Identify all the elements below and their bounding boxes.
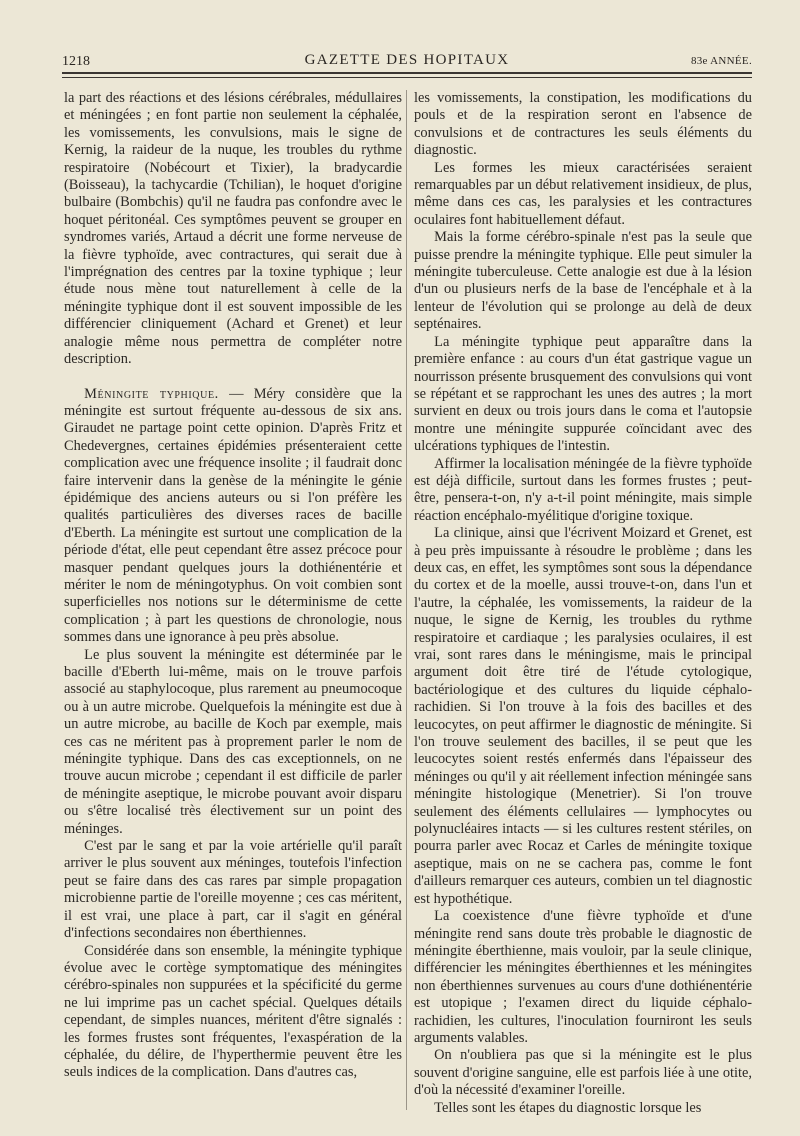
paragraph: Mais la forme cérébro-spinale n'est pas la seule que puisse prendre la méningite typhique. Elle peut simuler la méningite tuberculeuse. Cette analogie est due à la lésion d'un ou plusieurs nerfs de la base de l'encéphale et à la lenteur de l'évolution qui se prolonge au delà de deux septénaires. — [414, 229, 752, 333]
paragraph: Affirmer la localisation méningée de la fièvre typhoïde est déjà difficile, surtout dans les formes frustes ; peut-être, pensera-t-on, n'y a-t-il point méningite, mais simple réaction encéphalo-myélitique d'origine toxique. — [414, 455, 752, 524]
paragraph: Les formes les mieux caractérisées seraient remarquables par un début relativement insidieux, de plus, même dans ces cas, les paralysies et les contractures oculaires font habituellement défaut. — [414, 159, 752, 228]
volume-year: 83e ANNÉE. — [690, 55, 752, 67]
page-number: 1218 — [62, 54, 90, 69]
paragraph: C'est par le sang et par la voie artérielle qu'il paraît arriver le plus souvent aux méninges, toutefois l'infection peut se faire dans des cas rares par simple propagation microbienne partie de l'oreille moyenne ; ces cas méritent, il est vrai, une place à part, car il s'agit en général d'infections secondaires non éberthiennes. — [64, 838, 402, 942]
paragraph: la part des réactions et des lésions cérébrales, médullaires et méningées ; en font partie non seulement la céphalée, les vomissements, les convulsions, mais le signe de Kernig, la raideur de la nuque, les troubles du rythme respiratoire (Nobécourt et Tixier), la bradycardie (Boisseau), la tachycardie (Tchilian), le hoquet d'origine bulbaire (Bombchis) qu'il ne faudra pas confondre avec le hoquet péritonéal. Ces symptômes peuvent se grouper en syndromes variés, Artaud a décrit une forme nerveuse de la fièvre typhoïde, avec contractures, qui serait due à l'imprégnation des centres par la toxine typhique ; leur étude nous mène tout naturellement à celle de la méningite typhique dont il est souvent impossible de les différencier cliniquement (Achard et Grenet) et leur analogie même nous permettra de compléter notre description. — [64, 90, 402, 368]
header-rule-thick — [62, 72, 752, 74]
column-divider — [406, 90, 407, 1110]
paragraph: Le plus souvent la méningite est déterminée par le bacille d'Eberth lui-même, mais on le trouve parfois associé au staphylocoque, plus rarement au pneumocoque ou à un autre microbe. Quelquefois la méningite est due à un autre microbe, au bacille de Koch par exemple, mais ces cas ne méritent pas à proprement parler le nom de méningite typhique. Dans des cas exceptionnels, on ne trouve aucun microbe ; cependant il est difficile de parler de méningite aseptique, le microbe pouvant avoir disparu ou s'être localisé très électivement sur un point des méninges. — [64, 646, 402, 837]
paragraph: On n'oubliera pas que si la méningite est le plus souvent d'origine sanguine, elle est parfois liée à une otite, d'où la nécessité d'examiner l'oreille. — [414, 1047, 752, 1099]
section-paragraph — [64, 386, 402, 647]
page-header — [62, 44, 752, 70]
right-column — [414, 90, 752, 1117]
paragraph: La clinique, ainsi que l'écrivent Moizard et Grenet, est à peu près impuissante à résoudre le problème ; dans les deux cas, en effet, les symptômes sont sous la dépendance du cortex et de la moelle, aussi trouve-t-on, dans l'un et l'autre, la céphalée, les vomissements, la raideur de la nuque, le signe de Kernig, les troubles du rythme respiratoire et cardiaque ; les paralysies oculaires, il est vrai, sont rares dans le méningisme, mais le principal argument doit être tiré de l'étude cytologique, bactériologique et des cultures du liquide céphalo-rachidien. Si l'on trouve à la fois des bacilles et des leucocytes, on peut affirmer le diagnostic de méningite. Si l'on trouve seulement des bacilles, il se peut que les leucocytes soient restés enfermés dans l'épaisseur des méninges ou qu'il y ait réellement infection méningée sans méningite histologique (Menetrier). Si l'on trouve seulement des éléments cellulaires — lymphocytes ou polynucléaires intacts — si les cultures restent stériles, on pourra parler avec Rocaz et Carles de méningite toxique aseptique, mais on ne se cachera pas, comme le font d'ailleurs remarquer ces auteurs, combien un tel diagnostic est hypothétique. — [414, 525, 752, 907]
section-text: — Méry considère que la méningite est surtout fréquente au-dessous de six ans. Giraudet ne partage point cette opinion. D'après Fritz et Chedevergnes, certaines épidémies présenteraient cette complication avec une fréquence insolite ; il faudrait donc faire intervenir dans la genèse de la méningite le génie épidémique des anciens auteurs ou si l'on préfère les qualités particulières des diverses races de bacille d'Eberth. La méningite est surtout une complication de la période d'état, elle peut cependant être assez précoce pour masquer pendant quelques jours la dothiénentérie et mériter le nom de méningotyphus. On voit combien sont superficielles nos notions sur le déterminisme de cette complication ; à part les questions de chronologie, nous sommes dans une ignorance à peu près absolue. — [64, 385, 402, 646]
paragraph: La coexistence d'une fièvre typhoïde et d'une méningite rend sans doute très probable le diagnostic de méningite éberthienne, mais vouloir, par la seule clinique, différencier les méningites éberthiennes et les méningites non éberthiennes survenues au cours d'une dothiénentérie est utopique ; l'examen direct du liquide céphalo-rachidien, les cultures, l'inoculation fourniront les seuls arguments valables. — [414, 908, 752, 1046]
paragraph: La méningite typhique peut apparaître dans la première enfance : au cours d'un état gastrique vague un nourrisson présente brusquement des convulsions qui vont se répétant et se rapprochant les unes des autres ; la mort survient en deux ou trois jours dans le coma et l'autopsie montre une méningite suppurée coïncidant avec des ulcérations typhiques de l'intestin. — [414, 333, 752, 455]
paragraph: Considérée dans son ensemble, la méningite typhique évolue avec le cortège symptomatique des méningites cérébro-spinales non suppurées et la spécificité du germe ne lui imprime pas un cachet spécial. Quelques détails cependant, de simples nuances, méritent d'être signalés : les formes frustes sont fréquentes, l'exaspération de la céphalée, du délire, de l'hyperthermie peuvent être les seuls indices de la complication. Dans d'autres cas, — [64, 942, 402, 1081]
header-rule-thin — [62, 77, 752, 78]
journal-title: GAZETTE DES HOPITAUX — [304, 52, 510, 68]
paragraph: les vomissements, la constipation, les modifications du pouls et de la respiration seront en l'absence de convulsions et de contractures les seuls éléments du diagnostic. — [414, 90, 752, 159]
left-column — [64, 90, 402, 1082]
section-heading: Méningite typhique. — [84, 385, 219, 402]
paragraph: Telles sont les étapes du diagnostic lorsque les — [434, 1099, 702, 1116]
